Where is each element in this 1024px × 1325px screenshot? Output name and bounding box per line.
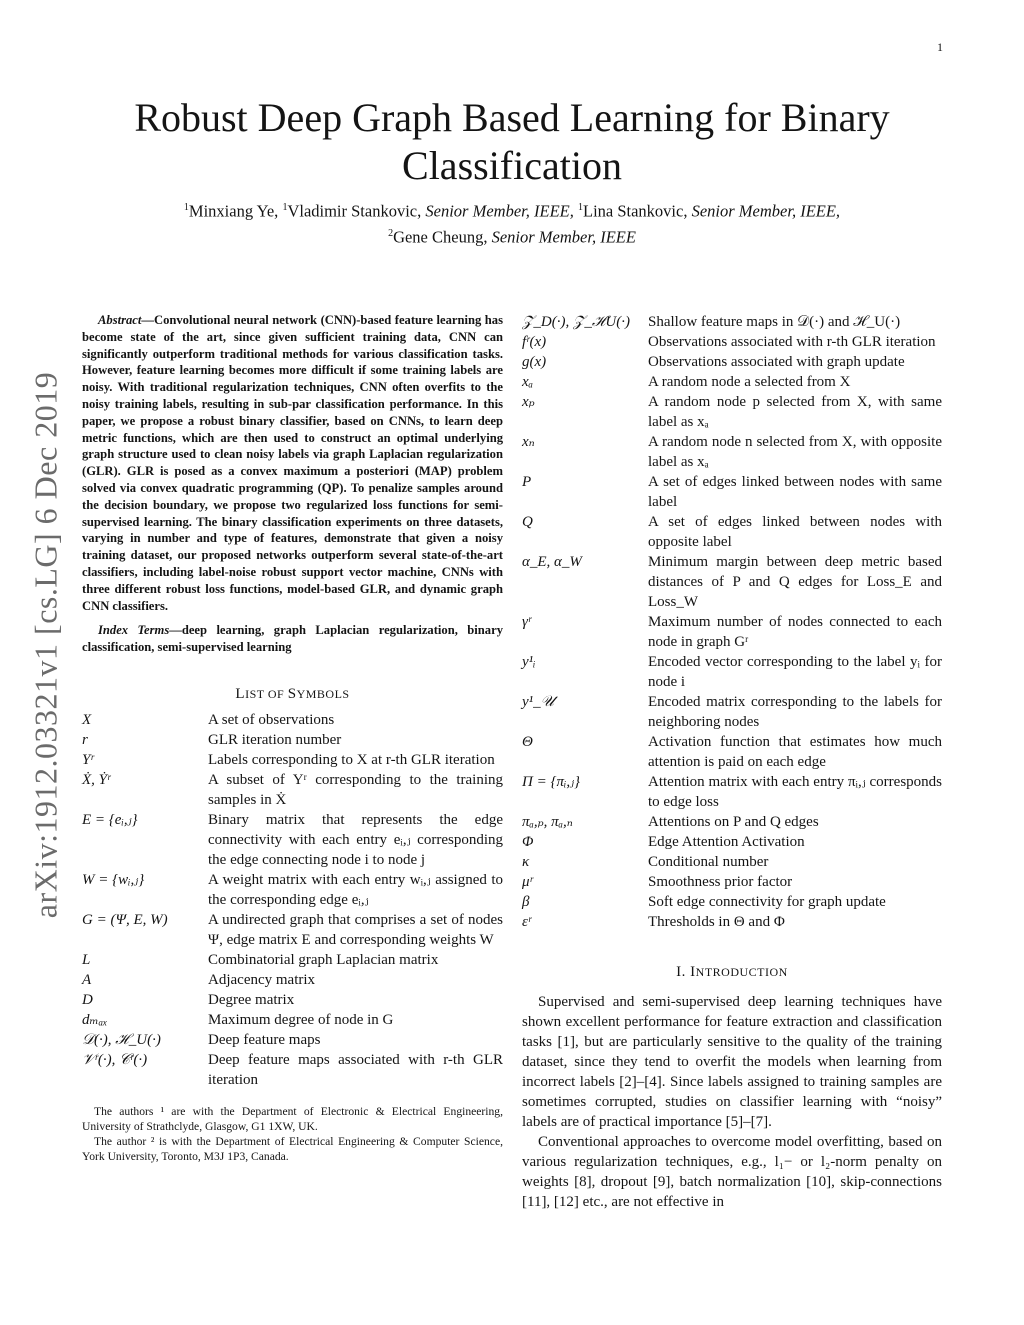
symbol: P — [522, 474, 532, 490]
footnotes — [82, 1104, 503, 1164]
author-line-1 — [60, 197, 964, 223]
heading-initial: I — [690, 964, 696, 980]
symbol-row — [522, 352, 942, 372]
symbol-description: Attention matrix with each entry πᵢ,ⱼ corresponds to edge loss — [648, 774, 942, 810]
arxiv-watermark: arXiv:1912.03321v1 [cs.LG] 6 Dec 2019 — [27, 371, 64, 919]
author-name: Vladimir Stankovic, — [287, 201, 422, 221]
symbol-description: Maximum degree of node in G — [208, 1011, 394, 1028]
right-column — [522, 312, 942, 1212]
paragraph: Conventional approaches to overcome model overfitting, based on various regularization techniques, e.g., l₁− or l₂-norm penalty on weights [8], dropout [9], batch normalization [10], skip-connections [11], [12] etc., are not effective in — [522, 1134, 942, 1210]
author-role: Senior Member, IEEE, — [691, 201, 841, 221]
abstract-label: Abstract — [98, 313, 142, 327]
left-column — [82, 312, 503, 1164]
symbol: κ — [522, 854, 530, 870]
symbols-table-left — [82, 710, 503, 1090]
symbol-row — [82, 1030, 503, 1050]
footnote: The author ² is with the Department of Electrical Engineering & Computer Science, York University, Toronto, M3J 1P3, Canada. — [82, 1134, 503, 1163]
symbol: 𝒵_D(·), 𝒵_ℋU(·) — [522, 314, 631, 330]
symbol-row — [522, 372, 942, 392]
heading-rest: NTRODUCTION — [695, 965, 788, 979]
symbol-row — [522, 772, 942, 812]
index-terms-label: Index Terms — [98, 623, 170, 638]
symbol-description: A subset of Yʳ corresponding to the training samples in Ẋ — [208, 771, 503, 808]
page-number: 1 — [937, 40, 943, 54]
symbol-row — [522, 892, 942, 912]
symbol-description: A random node a selected from X — [648, 374, 851, 390]
symbol-description: Minimum margin between deep metric based distances of P and Q edges for Loss_E and Loss_W — [648, 554, 942, 610]
symbol-description: Conditional number — [648, 854, 769, 870]
symbol: y¹ᵢ — [522, 654, 536, 670]
symbol-description: Labels corresponding to X at r-th GLR iteration — [208, 751, 495, 768]
symbol: X — [82, 711, 92, 728]
symbol: g(x) — [522, 354, 547, 370]
symbol: xₙ — [522, 434, 535, 450]
symbol-description: Adjacency matrix — [208, 971, 316, 988]
symbol: xₚ — [522, 394, 535, 410]
symbol-row — [82, 1050, 503, 1090]
symbol-row — [522, 872, 942, 892]
symbol: α_E, α_W — [522, 554, 582, 570]
symbol-description: Thresholds in Θ and Φ — [648, 914, 785, 930]
author-affil-sup: 1 — [183, 202, 189, 213]
symbol-row — [82, 910, 503, 950]
symbol-row — [522, 812, 942, 832]
author-role: Senior Member, IEEE, — [425, 201, 574, 221]
symbol-description: Binary matrix that represents the edge connectivity with each entry eᵢ,ⱼ corresponding the edge connecting node i to node j — [208, 811, 503, 868]
symbol-row — [82, 710, 503, 730]
symbol: Φ — [522, 834, 534, 850]
author-name: Lina Stankovic, — [582, 201, 688, 221]
introduction-body — [522, 992, 942, 1212]
symbol-row — [82, 970, 503, 990]
symbol-description: Deep feature maps associated with r-th GLR iteration — [208, 1051, 503, 1088]
index-terms-text: —deep learning, graph Laplacian regularization, binary classification, semi-supervised learning — [82, 623, 503, 655]
symbol-row — [522, 652, 942, 692]
symbol: β — [522, 894, 530, 910]
symbol-row — [522, 852, 942, 872]
paper-title: Robust Deep Graph Based Learning for Binary Classification — [134, 95, 890, 188]
symbol-row — [522, 912, 942, 932]
heading-rest: IST OF — [245, 686, 288, 701]
heading-initial: S — [287, 685, 297, 702]
symbol: μʳ — [522, 874, 533, 890]
symbol-description: Combinatorial graph Laplacian matrix — [208, 951, 439, 968]
symbol: E = {eᵢ,ⱼ} — [82, 811, 138, 828]
symbols-table-right — [522, 312, 942, 932]
symbol-description: GLR iteration number — [208, 731, 342, 748]
symbol: L — [82, 951, 91, 968]
author-affil-sup: 2 — [388, 227, 394, 239]
abstract — [82, 312, 503, 614]
symbol: Q — [522, 514, 533, 530]
symbol-description: A set of edges linked between nodes with same label — [648, 474, 942, 510]
symbol: 𝒱ʳ(·), 𝒞ʳ(·) — [82, 1051, 148, 1068]
symbol: εʳ — [522, 914, 532, 930]
symbol-description: A random node n selected from X, with opposite label as xₐ — [648, 434, 942, 470]
symbol: Yʳ — [82, 751, 94, 768]
paragraph: Supervised and semi-supervised deep learning techniques have shown excellent performance for feature extraction and classification tasks [1], but are particularly sensitive to the quality of the training dataset, since they tend to overfit the models when learning from incorrect labels [2]–[4]. Since labels assigned to training samples are sometimes corrupted, studies on classifier learning with “noisy” labels are of practical importance [5]–[7]. — [522, 994, 942, 1130]
symbol-description: Encoded vector corresponding to the label yᵢ for node i — [648, 654, 942, 690]
symbol-description: A weight matrix with each entry wᵢ,ⱼ assigned to the corresponding edge eᵢ,ⱼ — [208, 871, 503, 908]
heading-initial: L — [235, 685, 246, 702]
symbol-row — [522, 612, 942, 652]
symbol: A — [82, 971, 92, 988]
symbol-row — [82, 870, 503, 910]
symbol: G = (Ψ, E, W) — [82, 911, 168, 928]
symbol-description: A random node p selected from X, with same label as xₐ — [648, 394, 942, 430]
author-affil-sup: 1 — [577, 202, 583, 213]
symbol-row — [82, 750, 503, 770]
symbol-row — [82, 990, 503, 1010]
symbol-description: Deep feature maps — [208, 1031, 321, 1048]
symbol: Θ — [522, 734, 533, 750]
heading-rest: YMBOLS — [296, 686, 350, 701]
symbol-row — [522, 392, 942, 432]
symbol: Ẋ, Ẏʳ — [82, 771, 111, 788]
symbol-row — [82, 730, 503, 750]
author-affil-sup: 1 — [282, 202, 288, 213]
symbol-row — [522, 832, 942, 852]
author-name: Gene Cheung, — [393, 227, 488, 246]
author-name: Minxiang Ye, — [188, 201, 279, 221]
symbol-description: Edge Attention Activation — [648, 834, 805, 850]
symbol: D — [82, 991, 93, 1008]
symbol: fʳ(x) — [522, 334, 547, 350]
symbol-description: Attentions on P and Q edges — [648, 814, 819, 830]
symbol: y¹_𝒰 — [522, 694, 555, 710]
symbol-row — [522, 692, 942, 732]
footnote: The authors ¹ are with the Department of Electronic & Electrical Engineering, University of Strathclyde, Glasgow, G1 1XW, UK. — [82, 1104, 503, 1133]
symbol: xₐ — [522, 374, 534, 390]
symbol-description: A set of observations — [208, 711, 335, 728]
author-line-2 — [60, 223, 964, 249]
symbol-row — [82, 770, 503, 810]
symbol-description: A undirected graph that comprises a set of nodes Ψ, edge matrix E and corresponding weights W — [208, 911, 503, 948]
symbol-row — [82, 1010, 503, 1030]
symbol: r — [82, 731, 88, 748]
symbol-row — [82, 950, 503, 970]
symbol: W = {wᵢ,ⱼ} — [82, 871, 145, 888]
symbol-description: Smoothness prior factor — [648, 874, 793, 890]
symbol-row — [82, 810, 503, 870]
index-terms — [82, 622, 503, 656]
symbol: dₘₐₓ — [82, 1011, 108, 1028]
abstract-text: —Convolutional neural network (CNN)-based feature learning has become state of the art, since given sufficient training data, CNN can significantly outperform traditional methods for various classification tasks. However, feature learning becomes more difficult if some training labels are noisy. With traditional regularization techniques, CNN often overfits to the noisy training labels, resulting in sub-par classification performance. In this paper, we propose a robust binary classifier, based on CNNs, to learn deep metric functions, which are then used to construct an optimal underlying graph structure used to clean noisy labels via graph Laplacian regularization (GLR). GLR is posed as a convex maximum a posteriori (MAP) problem solved via convex quadratic programming (QP). To penalize samples around the decision boundary, we propose two regularized loss functions for semi-supervised learning. The binary classification experiments on three datasets, varying in number and type of features, demonstrate that given a noisy training dataset, our proposed networks outperform several state-of-the-art classifiers, including label-noise robust support vector machine, CNNs with three different robust loss functions, model-based GLR, and dynamic graph CNN classifiers. — [82, 313, 503, 613]
symbol-row — [522, 472, 942, 512]
symbol-row — [522, 512, 942, 552]
introduction-heading — [522, 962, 942, 982]
author-role: Senior Member, IEEE — [491, 227, 636, 246]
symbol-description: Maximum number of nodes connected to each node in graph Gʳ — [648, 614, 942, 650]
symbol: 𝒟(·), ℋ_U(·) — [82, 1031, 161, 1048]
symbol-description: Shallow feature maps in 𝒟(·) and ℋ_U(·) — [648, 314, 901, 330]
symbol-description: Soft edge connectivity for graph update — [648, 894, 886, 910]
symbol: πₐ,ₚ, πₐ,ₙ — [522, 814, 573, 830]
symbol: Π = {πᵢ,ⱼ} — [522, 774, 581, 790]
symbol: γʳ — [522, 614, 532, 630]
symbol-row — [522, 332, 942, 352]
author-block — [60, 197, 964, 248]
symbol-row — [522, 432, 942, 472]
symbols-heading — [82, 684, 503, 704]
symbol-row — [522, 312, 942, 332]
heading-number: I. — [676, 964, 691, 980]
symbol-row — [522, 552, 942, 612]
symbol-description: Degree matrix — [208, 991, 295, 1008]
symbol-description: Observations associated with graph update — [648, 354, 905, 370]
symbol-description: Observations associated with r-th GLR iteration — [648, 334, 936, 350]
symbol-description: A set of edges linked between nodes with opposite label — [648, 514, 942, 550]
symbol-description: Activation function that estimates how much attention is paid on each edge — [648, 734, 942, 770]
symbol-description: Encoded matrix corresponding to the labels for neighboring nodes — [648, 694, 942, 730]
symbol-row — [522, 732, 942, 772]
